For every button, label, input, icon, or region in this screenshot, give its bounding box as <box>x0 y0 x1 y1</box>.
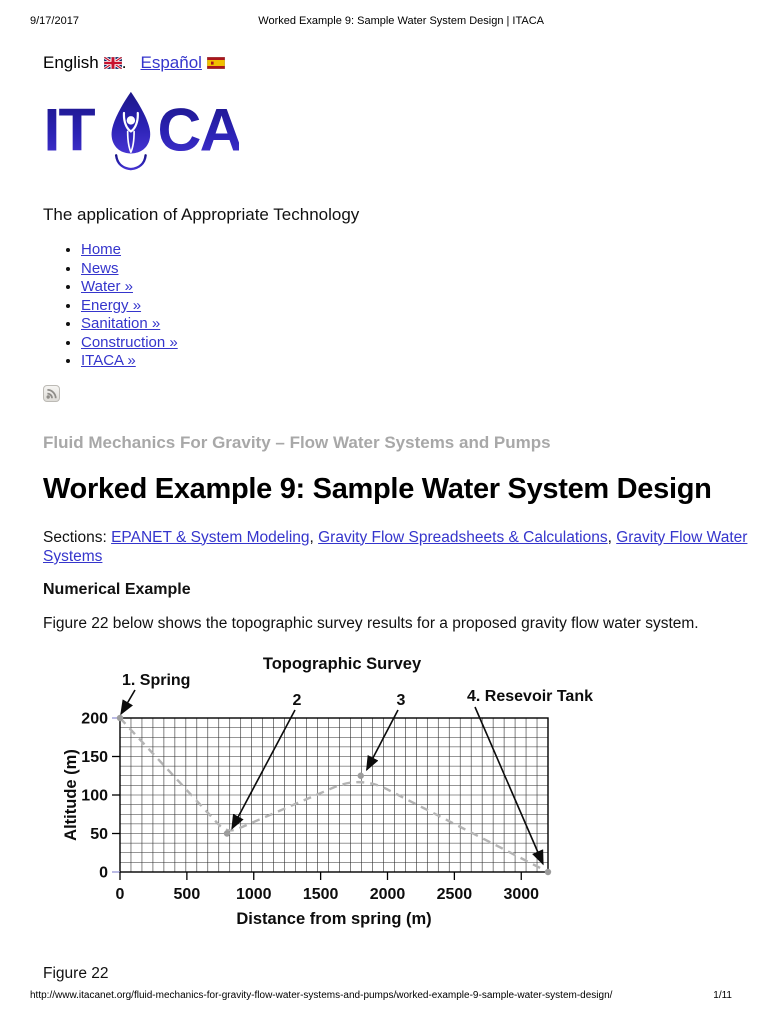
nav-link-water[interactable]: Water » <box>81 278 133 295</box>
site-tagline: The application of Appropriate Technology <box>43 205 360 224</box>
intro-paragraph: Figure 22 below shows the topographic survey results for a proposed gravity flow water system. <box>43 614 699 632</box>
rss-wrap <box>43 385 748 402</box>
svg-text:2: 2 <box>292 691 302 709</box>
print-footer-page: 1/11 <box>713 990 732 1001</box>
svg-text:1. Spring: 1. Spring <box>122 671 191 689</box>
numerical-example-heading: Numerical Example <box>43 580 191 598</box>
nav-item-energy <box>81 297 748 316</box>
svg-text:50: 50 <box>90 825 108 843</box>
svg-text:Topographic Survey: Topographic Survey <box>262 654 422 673</box>
svg-text:4. Resevoir Tank: 4. Resevoir Tank <box>467 687 593 705</box>
svg-text:2500: 2500 <box>436 885 473 903</box>
spain-flag-icon[interactable] <box>207 53 225 74</box>
nav-link-home[interactable]: Home <box>81 241 122 258</box>
section-link-gravity-flow[interactable]: Gravity Flow Water Systems <box>43 528 748 565</box>
svg-text:150: 150 <box>81 748 108 766</box>
svg-text:1500: 1500 <box>302 885 339 903</box>
svg-text:3: 3 <box>396 691 406 709</box>
nav-item-home <box>81 241 748 260</box>
rss-icon[interactable] <box>43 385 60 402</box>
nav-link-energy[interactable]: Energy » <box>81 296 142 314</box>
svg-text:2000: 2000 <box>369 885 406 903</box>
uk-flag-icon <box>104 53 122 74</box>
logo-text-ca: CA <box>157 95 239 164</box>
sections-separator: , <box>607 528 617 546</box>
category-heading: Fluid Mechanics For Gravity – Flow Water Systems and Pumps <box>43 432 551 452</box>
nav-item-itaca <box>81 352 748 371</box>
print-footer-url: http://www.itacanet.org/fluid-mechanics-for-gravity-flow-water-systems-and-pumps/worked-example-9-sample-water-system-design/ <box>30 990 613 1001</box>
language-bar <box>43 52 748 74</box>
section-link-spreadsheets[interactable]: Gravity Flow Spreadsheets & Calculations <box>318 528 608 546</box>
nav-item-water <box>81 278 748 297</box>
svg-text:0: 0 <box>99 864 108 881</box>
page-content <box>43 52 748 983</box>
svg-text:0: 0 <box>115 885 125 903</box>
language-separator: . <box>121 53 127 72</box>
figure-22 <box>60 652 700 949</box>
sections-label: Sections: <box>43 528 107 546</box>
language-current-english: English <box>43 53 99 72</box>
svg-text:500: 500 <box>173 885 201 903</box>
print-title: Worked Example 9: Sample Water System Design | ITACA <box>258 15 544 27</box>
sections-line <box>43 528 748 567</box>
nav-link-sanitation[interactable]: Sanitation » <box>81 315 161 332</box>
nav-item-news <box>81 260 748 279</box>
language-link-espanol[interactable]: Español <box>140 53 202 72</box>
print-date: 9/17/2017 <box>30 15 79 27</box>
section-link-epanet[interactable]: EPANET & System Modeling <box>111 528 310 546</box>
svg-text:100: 100 <box>81 787 108 804</box>
nav-item-sanitation <box>81 315 748 334</box>
logo-text-it: IT <box>43 95 94 164</box>
svg-text:Distance from spring (m): Distance from spring (m) <box>236 909 432 928</box>
nav-item-construction <box>81 334 748 353</box>
svg-text:Altitude (m): Altitude (m) <box>62 748 80 841</box>
main-nav <box>43 241 748 371</box>
nav-link-construction[interactable]: Construction » <box>81 333 178 351</box>
svg-text:200: 200 <box>81 710 108 727</box>
itaca-logo[interactable] <box>43 90 239 187</box>
figure-caption: Figure 22 <box>43 964 109 982</box>
svg-text:3000: 3000 <box>503 885 540 903</box>
topographic-survey-chart <box>60 652 700 944</box>
page-title: Worked Example 9: Sample Water System Design <box>43 472 712 505</box>
nav-link-news[interactable]: News <box>81 259 119 277</box>
sections-separator: , <box>309 528 319 546</box>
nav-link-itaca[interactable]: ITACA » <box>81 352 136 369</box>
svg-text:1000: 1000 <box>235 885 272 903</box>
itaca-leaf-icon <box>112 92 151 175</box>
